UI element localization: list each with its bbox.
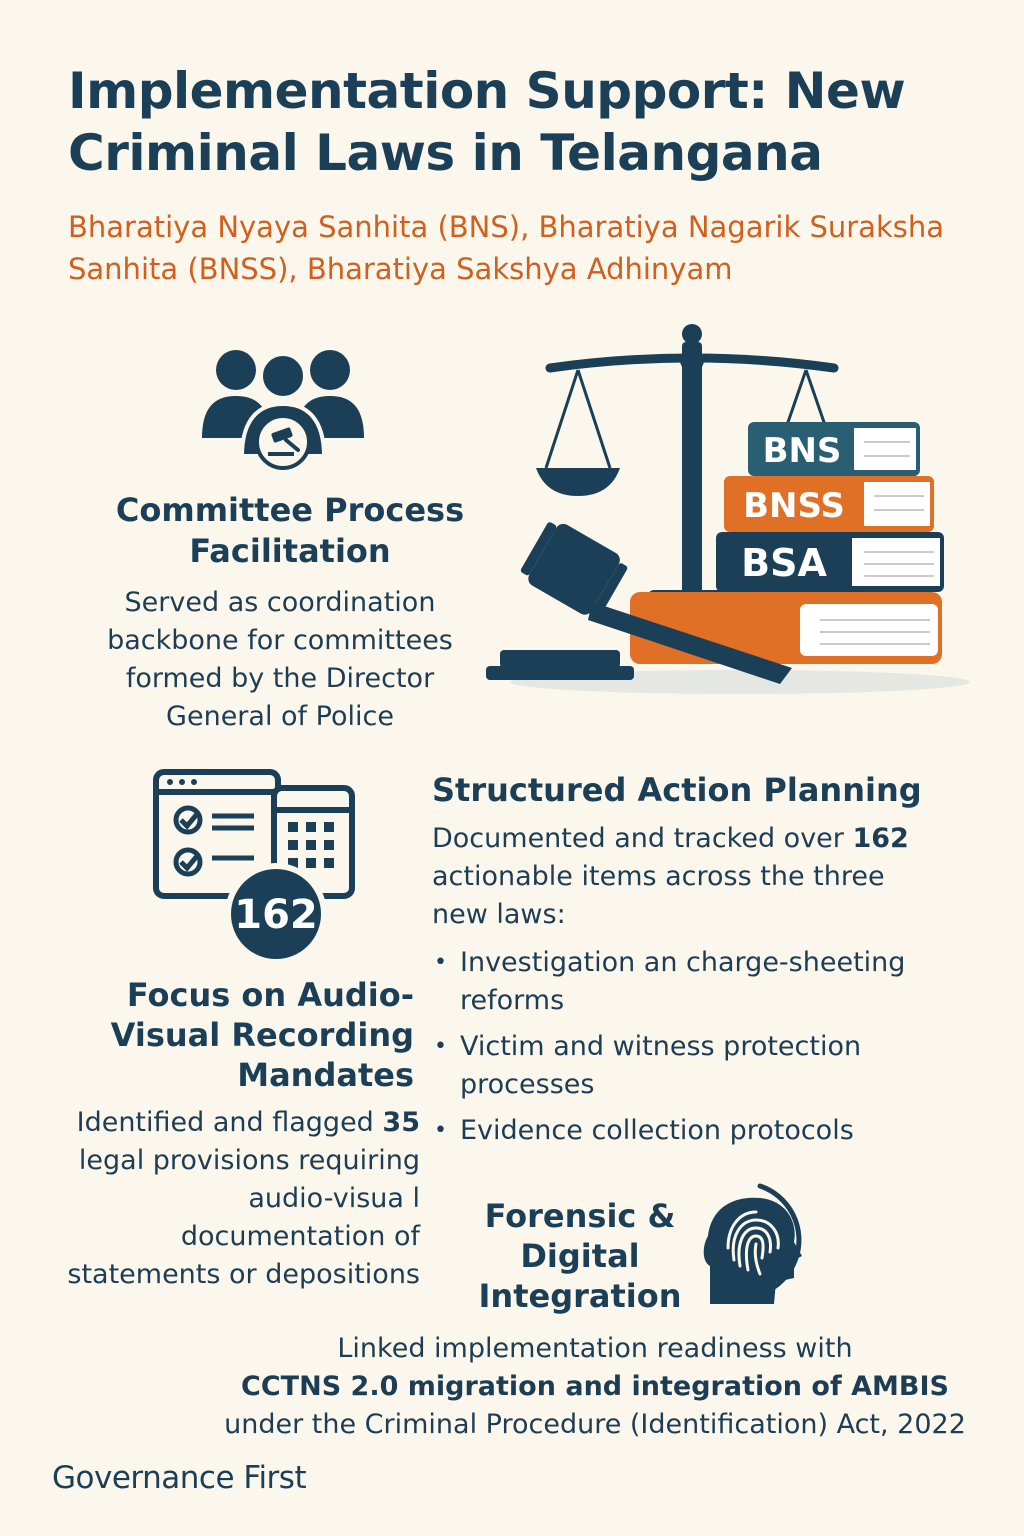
justice-illustration (480, 320, 980, 700)
closing-line-2: CCTNS 2.0 migration and integration of AMBIS (241, 1371, 949, 1402)
audio-visual-title: Focus on Audio-Visual Recording Mandates (110, 976, 414, 1094)
action-planning-description (432, 820, 912, 934)
audio-visual-description (50, 1104, 420, 1294)
page-title: Implementation Support: New Criminal Laws in Telangana (68, 62, 906, 182)
list-item: • Victim and witness protection processes (432, 1028, 952, 1104)
page-subtitle: Bharatiya Nyaya Sanhita (BNS), Bharatiya Nagarik Suraksha Sanhita (BNSS), Bharatiya Sakshya Adhinyam (68, 210, 945, 286)
book-label-bsa: BSA (741, 541, 827, 585)
committee-people-gavel-icon (198, 346, 368, 470)
committee-title: Committee Process Facilitation (115, 491, 465, 570)
book-label-bnss: BNSS (743, 486, 845, 526)
law-books-stack (630, 422, 944, 664)
committee-description: Served as coordination backbone for committees formed by the Director General of Police (107, 587, 453, 732)
action-planning-title: Structured Action Planning (432, 771, 922, 809)
audio-desc-suffix: legal provisions requiring audio-visua l documentation of statements or depositions (67, 1145, 420, 1290)
fingerprint-head-icon (698, 1182, 822, 1312)
brand-logo: Governance First (52, 1460, 307, 1496)
checklist-calendar-icon (150, 766, 360, 966)
action-desc-prefix: Documented and tracked over (432, 823, 844, 854)
action-count: 162 (852, 823, 909, 854)
closing-line-3: under the Criminal Procedure (Identification) Act, 2022 (224, 1409, 966, 1440)
list-item: • Investigation an charge-sheeting reforms (432, 944, 952, 1020)
closing-statement (200, 1330, 990, 1444)
closing-line-1: Linked implementation readiness with (337, 1333, 853, 1364)
action-desc-suffix: actionable items across the three new laws: (432, 861, 885, 930)
tracker-count: 162 (234, 892, 318, 938)
forensic-title: Forensic & Digital Integration (478, 1197, 682, 1315)
audio-count: 35 (382, 1107, 420, 1138)
list-item: • Evidence collection protocols (432, 1112, 952, 1150)
action-items-list (432, 944, 952, 1158)
audio-desc-prefix: Identified and flagged (76, 1107, 374, 1138)
book-label-bns: BNS (762, 431, 842, 471)
